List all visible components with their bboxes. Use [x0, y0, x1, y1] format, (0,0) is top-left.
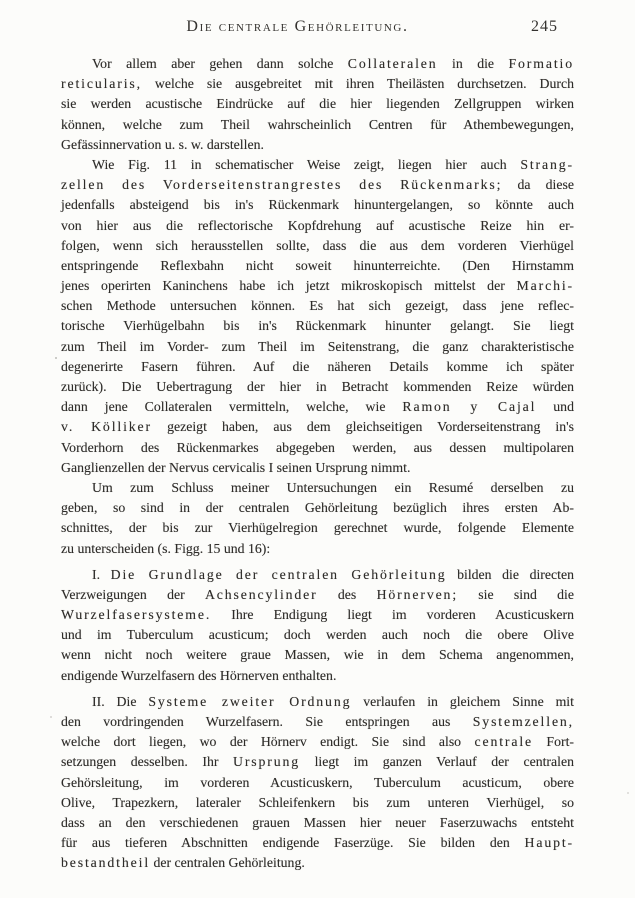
- text-line: [61, 833, 574, 853]
- emphasized-term: Achsencylinder: [204, 586, 318, 602]
- text-line: [61, 813, 574, 833]
- body-text: [61, 54, 574, 874]
- text-segment: endigende Wurzelfasern des Hörnerven enthalten.: [61, 667, 337, 683]
- running-head: [61, 18, 574, 40]
- emphasized-term: Ramon y Cajal: [402, 399, 537, 415]
- text-line: [61, 175, 574, 195]
- text-segment: II. Die: [92, 693, 149, 709]
- text-segment: zurück). Die Uebertragung der hier in Betracht kommenden Reize würden: [61, 379, 574, 394]
- text-segment: Ganglienzellen der Nervus cervicalis I seinen Ursprung nimmt.: [61, 459, 411, 475]
- paragraph: [61, 478, 574, 559]
- emphasized-term: Marchi-: [516, 278, 574, 294]
- text-line: [61, 216, 574, 236]
- text-line: [61, 397, 574, 417]
- text-segment: Um zum Schluss meiner Untersuchungen ein Resumé derselben zu: [92, 479, 574, 495]
- text-segment: dann jene Collateralen vermitteln, welche, wie: [61, 399, 403, 415]
- text-segment: schnittes, der bis zur Vierhügelregion gerechnet wurde, folgende Elemente: [61, 520, 574, 536]
- text-segment: und: [536, 399, 574, 415]
- text-line: [61, 518, 574, 538]
- paragraph: [61, 155, 574, 478]
- text-line: [61, 236, 574, 256]
- text-line: [61, 712, 574, 732]
- text-line: [61, 54, 574, 74]
- text-segment: Ihre Endigung liegt im vorderen Acusticuskern: [211, 607, 574, 623]
- emphasized-term: Strang-: [520, 156, 574, 172]
- emphasized-term: Collateralen: [347, 56, 438, 71]
- text-segment: können, welche zum Theil wahrscheinlich Centren für Athembewegungen,: [61, 116, 574, 132]
- emphasized-term: Haupt-: [524, 835, 574, 851]
- text-line: [61, 645, 574, 665]
- text-line: [61, 458, 574, 478]
- text-segment: dass an den verschiedenen grauen Massen hier neuer Faserzuwachs entsteht: [61, 814, 574, 830]
- emphasized-term: Hörnerven;: [376, 586, 459, 602]
- text-segment: wenn nicht noch weitere graue Massen, wie in dem Schema angenommen,: [61, 647, 574, 663]
- text-line: [61, 438, 574, 458]
- scan-speck: [50, 716, 52, 718]
- text-line: [61, 94, 574, 114]
- text-segment: der centralen Gehörleitung.: [150, 855, 305, 871]
- text-segment: jedenfalls absteigend bis in's Rückenmark hinuntergelangen, so könnte auch: [61, 197, 574, 213]
- text-segment: verlaufen in gleichem Sinne mit: [351, 693, 574, 709]
- text-segment: zum Theil im Vorder- zum Theil im Seitenstrang, die ganz charakteristische: [61, 338, 574, 354]
- text-line: [61, 666, 574, 686]
- emphasized-term: zellen des Vorderseitenstrangrestes des Rückenmarks;: [61, 177, 503, 193]
- text-segment: bilden die directen: [446, 566, 575, 582]
- text-line: [61, 276, 574, 296]
- emphasized-term: Die Grundlage der centralen Gehörleitung: [110, 566, 447, 582]
- text-line: [61, 417, 574, 437]
- text-segment: liegt im ganzen Verlauf der centralen: [300, 754, 574, 770]
- text-segment: torische Vierhügelbahn bis in's Rückenmark hinunter gelangt. Sie liegt: [61, 318, 574, 334]
- text-line: [61, 135, 574, 155]
- text-segment: in die: [437, 56, 509, 71]
- text-line: [61, 74, 574, 94]
- text-line: [61, 155, 574, 175]
- emphasized-term: Formatio: [508, 56, 574, 71]
- text-line: [61, 539, 574, 559]
- text-segment: jenes operirten Kaninchens habe ich jetzt mikroskopisch mittelst der: [61, 278, 517, 294]
- text-segment: degenerirte Fasern führen. Auf die näheren Details komme ich später: [61, 358, 574, 374]
- page-number: 245: [531, 18, 558, 35]
- text-segment: entspringende Reflexbahn nicht soweit hinunterreichte. (Den Hirnstamm: [61, 257, 574, 273]
- text-line: [61, 256, 574, 276]
- emphasized-term: Ursprung: [233, 754, 301, 770]
- text-line: [61, 195, 574, 215]
- text-line: [61, 773, 574, 793]
- text-segment: des: [317, 586, 377, 602]
- text-segment: und im Tuberculum acusticum; doch werden auch noch die obere Olive: [61, 627, 574, 643]
- text-line: [61, 585, 574, 605]
- page-title: Die centrale Gehörleitung.: [186, 18, 409, 35]
- scan-speck: [55, 357, 57, 359]
- text-line: [61, 605, 574, 625]
- text-line: [61, 316, 574, 336]
- emphasized-term: v. Kölliker: [61, 419, 152, 435]
- text-line: [61, 732, 574, 752]
- text-segment: Vor allem aber gehen dann solche: [92, 56, 348, 71]
- text-line: [61, 752, 574, 772]
- emphasized-term: reticularis,: [61, 76, 142, 92]
- text-line: [61, 478, 574, 498]
- text-line: [61, 357, 574, 377]
- text-segment: Gehörsleitung, im vorderen Acusticuskern, Tuberculum acusticum, obere: [61, 774, 574, 790]
- text-line: [61, 296, 574, 316]
- text-segment: da diese: [502, 177, 574, 193]
- text-segment: Fort-: [533, 734, 575, 750]
- text-segment: geben, so sind in der centralen Gehörleitung bezüglich ihres ersten Ab-: [61, 500, 574, 516]
- text-line: [61, 625, 574, 645]
- text-line: [61, 793, 574, 813]
- text-line: [61, 115, 574, 135]
- text-line: [61, 853, 574, 873]
- text-segment: Wie Fig. 11 in schematischer Weise zeigt, liegen hier auch: [92, 156, 521, 172]
- text-segment: Vorderhorn des Rückenmarkes abgegeben werden, aus dessen multipolaren: [61, 439, 574, 455]
- paragraph: [61, 565, 574, 686]
- text-segment: welche dort liegen, wo der Hörnerv endigt. Sie sind also: [61, 734, 475, 750]
- text-segment: setzungen desselben. Ihr: [61, 754, 233, 770]
- text-line: [61, 692, 574, 712]
- text-segment: gezeigt haben, aus dem gleichseitigen Vorderseitenstrang in's: [152, 419, 575, 435]
- text-segment: Gefässinnervation u. s. w. darstellen.: [61, 136, 264, 152]
- emphasized-term: bestandtheil: [61, 855, 151, 871]
- text-segment: welche sie ausgebreitet mit ihren Theilästen durchsetzen. Durch: [141, 76, 574, 92]
- text-line: [61, 337, 574, 357]
- text-segment: für aus tieferen Abschnitten endigende Faserzüge. Sie bilden den: [61, 835, 525, 851]
- scan-speck: [627, 792, 629, 794]
- text-segment: Olive, Trapezkern, lateraler Schleifenkern bis zum unteren Vierhügel, so: [61, 794, 574, 810]
- text-segment: Verzweigungen der: [61, 586, 205, 602]
- text-line: [61, 565, 574, 585]
- text-segment: sie werden acustische Eindrücke auf die hier liegenden Zellgruppen wirken: [61, 96, 574, 112]
- text-line: [61, 498, 574, 518]
- paragraph: [61, 54, 574, 155]
- text-segment: den vordringenden Wurzelfasern. Sie entspringen aus: [61, 714, 473, 729]
- text-line: [61, 377, 574, 397]
- text-segment: von hier aus die reflectorische Kopfdrehung auf acustische Reize hin er-: [61, 217, 574, 233]
- text-segment: I.: [92, 566, 111, 582]
- text-segment: sie sind die: [458, 586, 575, 602]
- text-segment: folgen, wenn sich herausstellen sollte, dass die aus dem vorderen Vierhügel: [61, 237, 574, 253]
- paragraph: [61, 692, 574, 874]
- emphasized-term: Systeme zweiter Ordnung: [148, 693, 352, 709]
- emphasized-term: centrale: [474, 734, 534, 750]
- text-segment: schen Methode untersuchen können. Es hat sich gezeigt, dass jene reflec-: [61, 298, 574, 314]
- emphasized-term: Wurzelfasersysteme.: [61, 607, 212, 623]
- text-segment: zu unterscheiden (s. Figg. 15 und 16):: [61, 540, 271, 556]
- emphasized-term: Systemzellen,: [472, 714, 574, 729]
